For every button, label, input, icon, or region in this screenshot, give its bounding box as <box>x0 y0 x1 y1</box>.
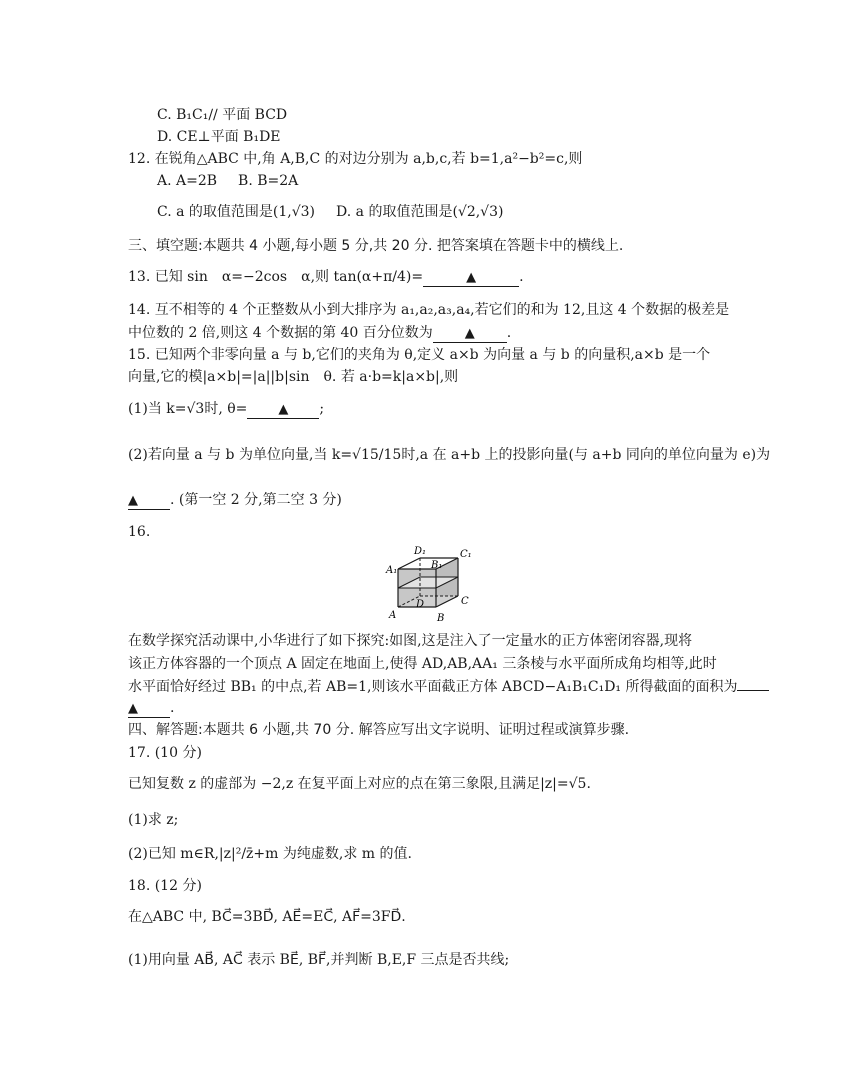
question-16-line-3 <box>128 678 769 696</box>
question-12: 12. 在锐角△ABC 中,角 A,B,C 的对边分别为 a,b,c,若 b=1,a²−b²=c,则 <box>128 151 583 167</box>
label-a1: A₁ <box>386 565 398 576</box>
question-18-header: 18. (12 分) <box>128 878 202 894</box>
label-b1: B₁ <box>431 560 443 571</box>
blank-mark-icon: ▲ <box>128 701 138 716</box>
question-14-text: 中位数的 2 倍,则这 4 个数据的第 40 百分位数为 <box>128 325 433 341</box>
question-13 <box>128 268 524 287</box>
answer-blank-13[interactable] <box>423 269 519 287</box>
blank-mark-icon: ▲ <box>464 326 475 341</box>
label-c: C <box>461 596 469 607</box>
answer-blank-15-1[interactable] <box>247 401 319 419</box>
answer-blank-15-2[interactable] <box>128 492 170 510</box>
section-4-heading: 四、解答题:本题共 6 小题,共 70 分. 解答应写出文字说明、证明过程或演算步骤. <box>128 722 630 738</box>
question-16-line-4 <box>128 699 174 718</box>
option-c-q11: C. B₁C₁∕∕ 平面 BCD <box>157 107 288 123</box>
question-13-end: . <box>519 269 524 285</box>
question-17-part-2: (2)已知 m∈R,|z|²/z̄+m 为纯虚数,求 m 的值. <box>128 846 412 862</box>
question-16-number: 16. <box>128 524 151 540</box>
blank-mark-icon: ▲ <box>278 402 289 417</box>
question-16-text: 水平面恰好经过 BB₁ 的中点,若 AB=1,则该水平面截正方体 ABCD−A₁B₁C₁D₁ 所得截面的面积为 <box>128 679 738 695</box>
blank-mark-icon: ▲ <box>128 493 138 508</box>
section-3-heading: 三、填空题:本题共 4 小题,每小题 5 分,共 20 分. 把答案填在答题卡中的横线上. <box>128 238 624 254</box>
label-d: D <box>416 599 425 610</box>
question-13-text: 13. 已知 sin α=−2cos α,则 tan(α+π/4)= <box>128 269 424 285</box>
answer-blank-16-start[interactable] <box>737 690 769 691</box>
question-18-stem: 在△ABC 中, BC⃗=3BD⃗, AE⃗=EC⃗, AF⃗=3FD⃗. <box>128 909 406 925</box>
label-b: B <box>437 613 445 624</box>
question-15-line-2: 向量,它的模|a×b|=|a||b|sin θ. 若 a·b=k|a×b|,则 <box>128 369 459 385</box>
question-16-line-1: 在数学探究活动课中,小华进行了如下探究:如图,这是注入了一定量水的正方体密闭容器,现将 <box>128 633 693 649</box>
option-d-q11: D. CE⊥平面 B₁DE <box>157 129 281 145</box>
question-14-line-1: 14. 互不相等的 4 个正整数从小到大排序为 a₁,a₂,a₃,a₄,若它们的和为 12,且这 4 个数据的极差是 <box>128 302 730 318</box>
edge-a1d1 <box>398 558 420 569</box>
label-c1: C₁ <box>460 549 472 560</box>
question-17-header: 17. (10 分) <box>128 745 202 761</box>
question-16-end: . <box>170 700 175 716</box>
question-17-stem: 已知复数 z 的虚部为 −2,z 在复平面上对应的点在第三象限,且满足|z|=√5. <box>128 776 591 792</box>
question-15-part-1 <box>128 400 324 419</box>
question-12-options-ab: A. A=2B B. B=2A <box>157 173 299 189</box>
question-15-line-1: 15. 已知两个非零向量 a 与 b,它们的夹角为 θ,定义 a×b 为向量 a 与 b 的向量积,a×b 是一个 <box>128 347 711 363</box>
answer-blank-14[interactable] <box>433 325 507 343</box>
question-18-part-1: (1)用向量 AB⃗, AC⃗ 表示 BE⃗, BF⃗,并判断 B,E,F 三点是否共线; <box>128 952 510 968</box>
question-15-part-2-end: . (第一空 2 分,第二空 3 分) <box>170 492 342 508</box>
question-15-part-2-answer <box>128 491 342 510</box>
label-d1: D₁ <box>414 546 427 557</box>
answer-blank-16[interactable] <box>128 700 170 718</box>
question-14-end: . <box>506 325 512 341</box>
question-14-line-2 <box>128 324 511 343</box>
blank-mark-icon: ▲ <box>466 270 477 285</box>
question-16-line-2: 该正方体容器的一个顶点 A 固定在地面上,使得 AD,AB,AA₁ 三条棱与水平面所成角均相等,此时 <box>128 656 717 672</box>
question-15-part-1-text: (1)当 k=√3时, θ= <box>128 401 248 417</box>
label-a: A <box>389 610 397 621</box>
question-15-part-1-end: ; <box>319 401 325 417</box>
question-12-options-cd: C. a 的取值范围是(1,√3) D. a 的取值范围是(√2,√3) <box>157 204 504 220</box>
question-17-part-1: (1)求 z; <box>128 812 179 828</box>
question-15-part-2: (2)若向量 a 与 b 为单位向量,当 k=√15/15时,a 在 a+b 上的投影向量(与 a+b 同向的单位向量为 e)为 <box>128 447 771 463</box>
cube-figure <box>384 544 484 626</box>
